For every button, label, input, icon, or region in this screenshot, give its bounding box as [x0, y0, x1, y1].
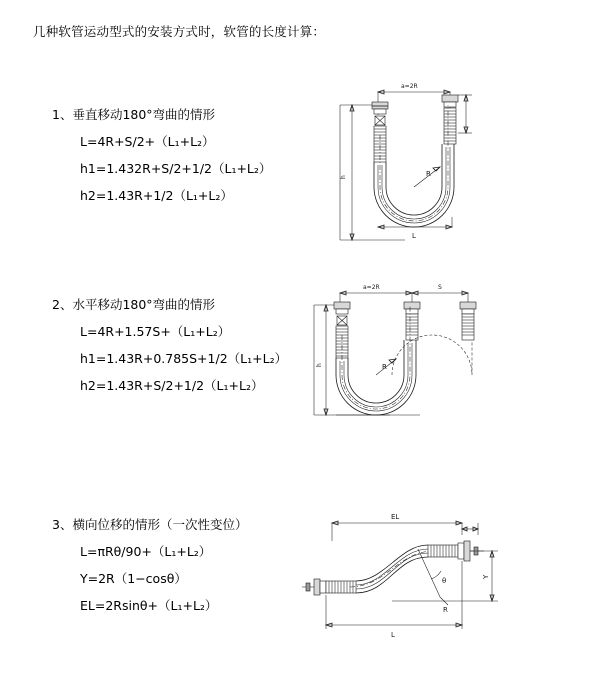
- section-1-formula-3: h2=1.43R+1/2（L₁+L₂）: [80, 188, 233, 203]
- section-2-title: 2、水平移动180°弯曲的情形: [52, 297, 216, 312]
- section-3-formula-1: L=πRθ/90+（L₁+L₂）: [80, 544, 212, 559]
- section-2-formula-3: h2=1.43R+S/2+1/2（L₁+L₂）: [80, 378, 264, 393]
- section-3-formula-3: EL=2Rsinθ+（L₁+L₂）: [80, 598, 218, 613]
- svg-text:L: L: [391, 631, 395, 639]
- svg-text:EL: EL: [391, 513, 400, 521]
- svg-text:Y: Y: [482, 574, 490, 579]
- svg-text:R: R: [426, 170, 431, 178]
- svg-text:a=2R: a=2R: [363, 284, 380, 291]
- svg-text:h: h: [340, 175, 347, 179]
- svg-text:S: S: [438, 284, 442, 291]
- svg-text:L: L: [412, 232, 416, 240]
- vertical-180-bend-diagram: [300, 75, 515, 280]
- page-title: 几种软管运动型式的安装方式时，软管的长度计算：: [33, 24, 326, 39]
- section-3-formula-2: Y=2R（1−cosθ）: [80, 571, 187, 586]
- lateral-offset-diagram: [292, 505, 522, 645]
- section-3-figure: [292, 505, 522, 645]
- section-1-formula-2: h1=1.432R+S/2+1/2（L₁+L₂）: [80, 161, 272, 176]
- svg-text:h: h: [316, 363, 323, 367]
- svg-text:R: R: [382, 363, 387, 371]
- section-1-formula-1: L=4R+S/2+（L₁+L₂）: [80, 134, 215, 149]
- section-1-title: 1、垂直移动180°弯曲的情形: [52, 107, 216, 122]
- section-2-text: [52, 295, 302, 403]
- section-3-text: [52, 515, 302, 623]
- section-1-figure: [300, 75, 515, 280]
- section-2-figure: [300, 275, 515, 465]
- horizontal-180-bend-diagram: [300, 275, 515, 465]
- section-3-title: 3、横向位移的情形（一次性变位）: [52, 517, 248, 532]
- section-2-formula-1: L=4R+1.57S+（L₁+L₂）: [80, 324, 231, 339]
- svg-text:θ: θ: [442, 577, 447, 585]
- section-2-formula-2: h1=1.43R+0.785S+1/2（L₁+L₂）: [80, 351, 288, 366]
- svg-text:a=2R: a=2R: [401, 83, 418, 90]
- svg-text:R: R: [443, 606, 448, 614]
- section-1-text: [52, 105, 302, 213]
